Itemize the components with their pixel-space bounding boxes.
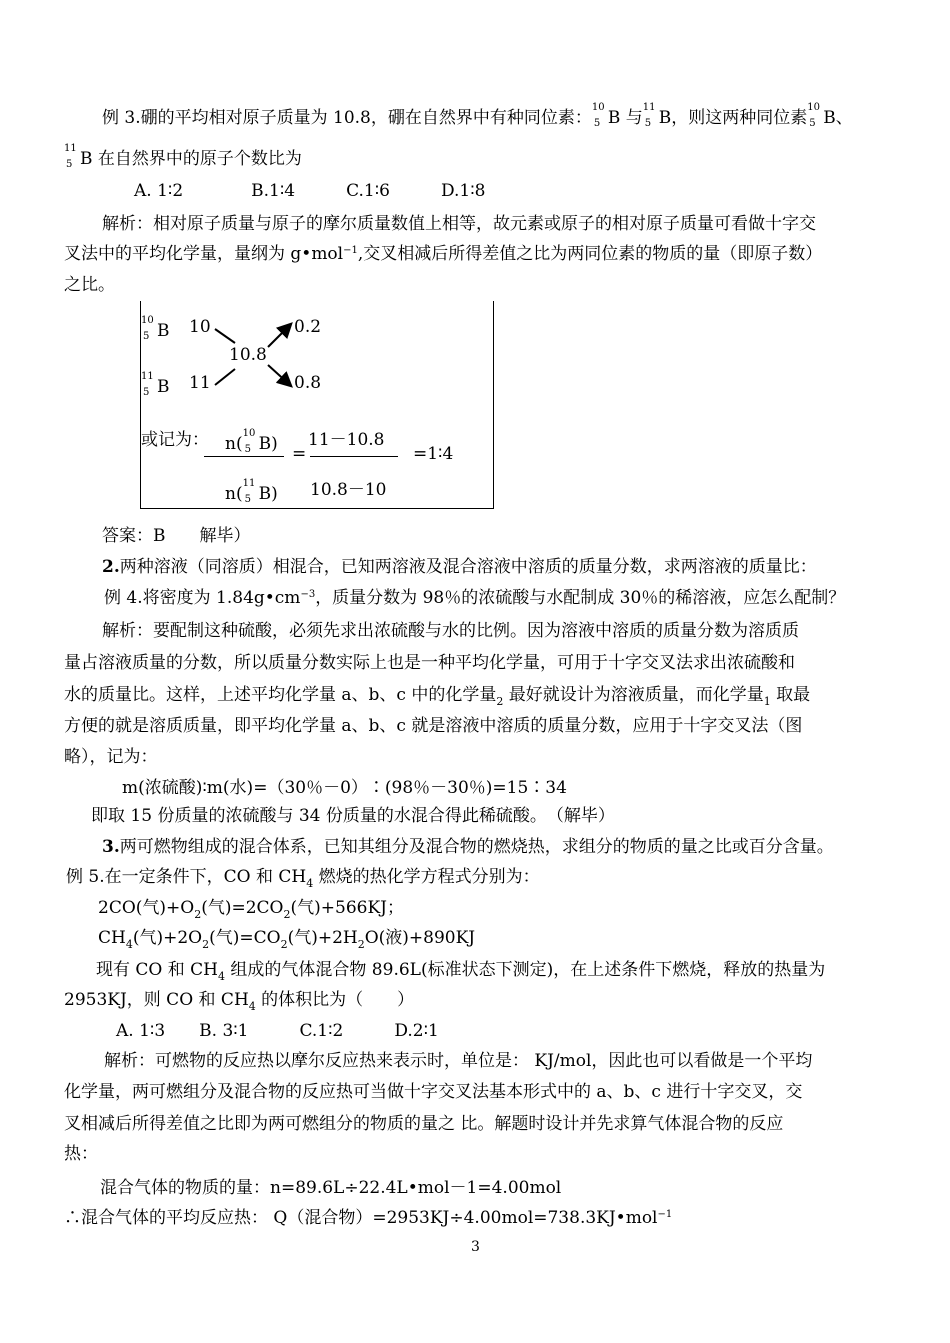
example3-analysis-1: 解析：相对原子质量与原子的摩尔质量数值上相等，故元素或原子的相对原子质量可看做十字交 <box>102 214 816 234</box>
subscript: 2 <box>357 938 365 951</box>
superscript: −3 <box>300 589 316 600</box>
atomic-number: 5 <box>244 494 251 505</box>
element-symbol: B <box>823 108 836 128</box>
subscript: 2 <box>283 908 291 921</box>
equation-text: CH <box>98 928 126 948</box>
superscript: −1 <box>657 1209 673 1220</box>
fraction-left-denominator <box>225 478 278 505</box>
isotope-b10 <box>242 428 259 455</box>
mass-number: 10 <box>141 315 154 326</box>
n-close: B) <box>258 434 278 454</box>
example3-analysis-3: 之比。 <box>64 275 115 295</box>
cross-center-value: 10.8 <box>229 345 267 365</box>
question-text: 现有 CO 和 CH <box>96 960 218 980</box>
section2-formula: m(浓硫酸)∶m(水)=（30％－0）∶(98％－30％)=15∶34 <box>122 778 567 798</box>
equation-text: (气)+2H <box>287 928 358 948</box>
section3-analysis-4: 热： <box>64 1144 98 1164</box>
mass-number: 11 <box>242 478 256 489</box>
mass-number: 10 <box>242 428 256 439</box>
example3-line1 <box>102 102 853 129</box>
cross-line-upper-left <box>215 329 235 343</box>
example-text: 燃烧的热化学方程式分别为： <box>313 867 540 887</box>
cross-line-lower-left <box>215 369 235 385</box>
equation-text: (气)+566KJ； <box>290 898 404 918</box>
section3-heading <box>102 839 834 856</box>
section2-analysis-1: 解析：要配制这种硫酸，必须先求出浓硫酸与水的比例。因为溶液中溶质的质量分数为溶质质 <box>102 621 799 641</box>
arrow-down-right-icon <box>268 365 290 385</box>
equation-text: (气)+2O <box>132 928 203 948</box>
section2-analysis-3 <box>64 687 810 707</box>
fraction-bar-left <box>204 456 284 457</box>
n-close: B) <box>258 484 278 504</box>
fraction-right-denominator: 10.8－10 <box>310 480 387 500</box>
atomic-number: 5 <box>809 118 816 129</box>
section-title: 两种溶液（同溶质）相混合，已知两溶液及混合溶液中溶质的质量分数，求两溶液的质量比： <box>119 557 817 577</box>
cross-b10 <box>141 315 170 342</box>
atomic-number: 5 <box>593 118 601 129</box>
equation-2 <box>98 930 475 950</box>
example-text: ，质量分数为 98％的浓硫酸与水配制成 30％的稀溶液，应怎么配制？ <box>315 588 846 608</box>
analysis-text: 叉法中的平均化学量，量纲为 g•mol <box>64 244 344 264</box>
recorded-as-label: 或记为： <box>141 430 209 450</box>
example3-text-a: 例 3.硼的平均相对原子质量为 10.8，硼在自然界中有种同位素： <box>102 108 592 128</box>
subscript: 2 <box>280 938 288 951</box>
atomic-number: 5 <box>244 444 251 455</box>
analysis-text: 最好就设计为溶液质量，而化学量 <box>503 685 764 705</box>
question-text: 组成的气体混合物 89.6L(标准状态下测定)，在上述条件下燃烧，释放的热量为 <box>225 960 826 980</box>
section2-analysis-5: 略），记为： <box>64 747 158 767</box>
atomic-number: 5 <box>143 331 150 342</box>
mass-number: 11 <box>642 102 656 113</box>
analysis-text: ,交叉相减后所得差值之比为两同位素的物质的量（即原子数） <box>357 244 823 264</box>
element-symbol: B <box>607 108 621 128</box>
section2-conclusion: 即取 15 份质量的浓硫酸与 34 份质量的水混合得此稀硫酸。 （解毕） <box>91 806 615 826</box>
cross-diff-top: 0.2 <box>294 317 322 337</box>
calc-text: ∴混合气体的平均反应热： Q（混合物）=2953KJ÷4.00mol=738.3KJ•mol <box>64 1208 658 1228</box>
atomic-number: 5 <box>66 159 73 170</box>
example5-options: A. 1∶3 B. 3∶1 C.1∶2 D.2∶1 <box>116 1021 439 1041</box>
subscript: 1 <box>763 695 771 708</box>
question5-line2 <box>64 992 414 1012</box>
calc-line-1: 混合气体的物质的量：n=89.6L÷22.4L•mol－1=4.00mol <box>100 1178 562 1198</box>
subscript: 2 <box>194 908 202 921</box>
example-text: 例 4.将密度为 1.84g•cm <box>104 588 301 608</box>
element-symbol: B <box>658 108 672 128</box>
subscript: 4 <box>306 877 314 890</box>
section3-analysis-1: 解析：可燃物的反应热以摩尔反应热来表示时，单位是： KJ/mol，因此也可以看做是一个平均 <box>104 1051 813 1071</box>
calc-line-2 <box>64 1210 672 1227</box>
equation-text: 2CO(气)+O <box>98 898 195 918</box>
element-symbol: B <box>157 377 170 397</box>
section2-heading <box>102 559 817 576</box>
section2-analysis-4: 方便的就是溶质质量，即平均化学量 a、b、c 就是溶液中溶质的质量分数，应用于十字交叉法（图 <box>64 716 803 736</box>
element-symbol: B <box>157 321 170 341</box>
section3-analysis-3: 叉相减后所得差值之比即为两可燃组分的物质的量之 比。解题时设计并先求算气体混合物的反应 <box>64 1114 784 1134</box>
conjunction: 与 <box>620 108 643 128</box>
superscript: −1 <box>343 245 358 256</box>
section-number: 2. <box>102 557 120 577</box>
equals-sign: = <box>292 444 307 464</box>
answer-3: 答案：B 解毕） <box>102 526 251 546</box>
section3-analysis-2: 化学量，两可燃组分及混合物的反应热可当做十字交叉法基本形式中的 a、b、c 进行十字交叉，交 <box>64 1082 803 1102</box>
subscript: 4 <box>125 938 133 951</box>
question-text: 2953KJ，则 CO 和 CH <box>64 990 249 1010</box>
n-open: n( <box>225 434 243 454</box>
section-number: 3. <box>102 837 120 857</box>
n-open: n( <box>225 484 243 504</box>
question5-line1 <box>96 962 825 982</box>
punctuation: 、 <box>835 108 853 128</box>
analysis-text: 水的质量比。这样，上述平均化学量 a、b、c 中的化学量 <box>64 685 497 705</box>
equation-text: O(液)+890KJ <box>364 928 476 948</box>
cross-diff-bottom: 0.8 <box>294 373 322 393</box>
equation-text: (气)=2CO <box>201 898 284 918</box>
isotope-b11 <box>141 371 157 398</box>
example3-analysis-2 <box>64 246 822 263</box>
arrow-up-right-icon <box>268 325 290 347</box>
equation-text: (气)=CO <box>209 928 281 948</box>
subscript: 2 <box>496 695 504 708</box>
mass-number: 11 <box>64 143 77 154</box>
isotope-b10 <box>807 102 823 129</box>
cross-value-10: 10 <box>189 317 211 337</box>
ratio-result: =1∶4 <box>413 444 454 464</box>
isotope-b11 <box>642 102 659 129</box>
page-number: 3 <box>471 1239 480 1255</box>
atomic-number: 5 <box>644 118 652 129</box>
mass-number: 10 <box>591 102 605 113</box>
mass-number: 11 <box>141 371 154 382</box>
example3-text-c: 在自然界中的原子个数比为 <box>92 149 302 169</box>
element-symbol: B <box>80 149 93 169</box>
cross-b11 <box>141 371 170 398</box>
example3-options: A. 1∶2 B.1∶4 C.1∶6 D.1∶8 <box>134 181 486 201</box>
example3-text-b: ，则这两种同位素 <box>671 108 808 128</box>
subscript: 4 <box>248 1000 256 1013</box>
section2-analysis-2: 量占溶液质量的分数，所以质量分数实际上也是一种平均化学量，可用于十字交叉法求出浓硫酸和 <box>64 653 795 673</box>
isotope-b10 <box>591 102 608 129</box>
example5-line <box>66 869 540 889</box>
equation-1 <box>98 900 404 920</box>
analysis-text: 取最 <box>770 685 811 705</box>
fraction-right-numerator: 11－10.8 <box>308 430 385 450</box>
mass-number: 10 <box>807 102 821 113</box>
cross-value-11: 11 <box>189 373 211 393</box>
fraction-bar-right <box>310 456 398 457</box>
subscript: 2 <box>202 938 210 951</box>
fraction-left-numerator <box>225 428 278 455</box>
section-title: 两可燃物组成的混合体系，已知其组分及混合物的燃烧热，求组分的物质的量之比或百分含量。 <box>119 837 834 857</box>
isotope-b11 <box>242 478 259 505</box>
example4-line <box>104 590 845 607</box>
question-text: 的体积比为（ ） <box>255 990 415 1010</box>
subscript: 4 <box>218 970 225 983</box>
isotope-b10 <box>141 315 157 342</box>
example-text: 例 5.在一定条件下，CO 和 CH <box>66 867 307 887</box>
isotope-b11 <box>64 143 80 170</box>
example3-line2 <box>64 143 302 170</box>
atomic-number: 5 <box>143 387 150 398</box>
